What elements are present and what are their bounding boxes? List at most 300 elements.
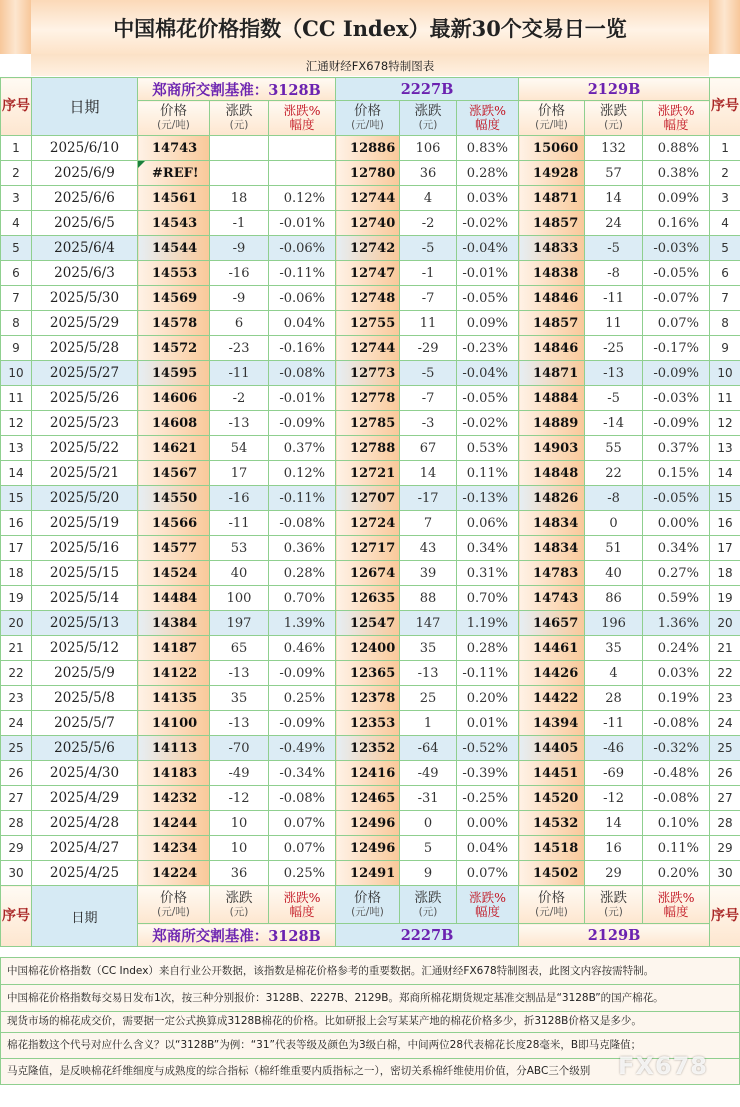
row-seq-right: 20 [710,611,740,636]
row-seq: 4 [1,211,32,236]
price-col-header [138,101,210,136]
group-footer-3128b: 郑商所交割基准：3128B [138,924,336,947]
row-seq: 26 [1,761,32,786]
row-seq: 13 [1,436,32,461]
price-2129b: 14657 [519,611,585,636]
row-seq: 17 [1,536,32,561]
pct-2227b: -0.13% [457,486,519,511]
pct-2227b: 0.00% [457,811,519,836]
price-2129b: 14451 [519,761,585,786]
pct-2227b: 0.04% [457,836,519,861]
price-col-unit: (元/吨) [535,119,568,131]
change-2227b: -29 [400,336,457,361]
price-2129b: 14857 [519,311,585,336]
pct-2227b: 0.28% [457,161,519,186]
price-2129b: 14871 [519,361,585,386]
price-2227b: 12747 [336,261,400,286]
price-2227b: 12491 [336,861,400,886]
change-3128b: -23 [210,336,269,361]
table-row [1,386,740,411]
price-3128b: 14232 [138,786,210,811]
price-2129b: 14834 [519,536,585,561]
table-body [1,136,740,886]
price-2129b: 14838 [519,261,585,286]
row-seq: 25 [1,736,32,761]
pct-3128b: -0.11% [269,261,336,286]
price-2227b: 12707 [336,486,400,511]
price-2129b: 14394 [519,711,585,736]
group-header-3128b: 郑商所交割基准：3128B [138,78,336,101]
change-2227b: -64 [400,736,457,761]
table-row [1,536,740,561]
row-date: 2025/5/19 [32,511,138,536]
price-3128b: 14550 [138,486,210,511]
row-date: 2025/5/28 [32,336,138,361]
change-2227b: 35 [400,636,457,661]
row-seq: 1 [1,136,32,161]
change-2227b: -1 [400,261,457,286]
price-3128b: 14224 [138,861,210,886]
price-2227b: 12400 [336,636,400,661]
change-3128b: 10 [210,836,269,861]
pct-3128b: 0.37% [269,436,336,461]
row-seq: 15 [1,486,32,511]
pct-2129b: 0.24% [643,636,710,661]
table-row [1,686,740,711]
row-seq: 23 [1,686,32,711]
table-row [1,711,740,736]
price-col-unit: (元/吨) [351,119,384,131]
price-2129b: 14532 [519,811,585,836]
pct-3128b [269,161,336,186]
change-2227b: 1 [400,711,457,736]
change-2227b: -5 [400,361,457,386]
change-2227b: 5 [400,836,457,861]
table-row [1,611,740,636]
pct-col-sub: 幅度 [475,117,501,132]
pct-col-header [457,101,519,136]
price-col-header [336,101,400,136]
note-line: 中国棉花价格指数（CC Index）来自行业公开数据，该指数是棉花价格参考的重要数据。汇通财经FX678特制图表，此图文内容按需特制。 [0,957,740,985]
change-3128b: 65 [210,636,269,661]
change-3128b: 54 [210,436,269,461]
group-footer-2129b: 2129B [519,924,710,947]
change-2227b: -5 [400,236,457,261]
price-2227b: 12886 [336,136,400,161]
price-3128b: 14577 [138,536,210,561]
price-2129b: 14857 [519,211,585,236]
change-2227b: 36 [400,161,457,186]
change-2129b: 14 [585,186,643,211]
price-2227b: 12365 [336,661,400,686]
change-3128b: 197 [210,611,269,636]
change-col-unit: (元) [604,119,623,131]
price-2227b: 12744 [336,336,400,361]
pct-2227b: 0.83% [457,136,519,161]
pct-2129b: -0.05% [643,486,710,511]
pct-2129b: -0.03% [643,386,710,411]
title-bar [0,0,740,54]
change-2227b: -17 [400,486,457,511]
row-seq-right: 14 [710,461,740,486]
change-2227b: -7 [400,286,457,311]
price-2227b: 12496 [336,811,400,836]
price-3128b: 14384 [138,611,210,636]
row-seq-right: 15 [710,486,740,511]
price-3128b: 14113 [138,736,210,761]
change-2129b: -8 [585,261,643,286]
pct-2227b: 0.28% [457,636,519,661]
pct-2129b: 0.10% [643,811,710,836]
row-seq: 21 [1,636,32,661]
change-3128b: 53 [210,536,269,561]
pct-col-sub: 幅度 [663,903,689,919]
pct-2227b: 0.07% [457,861,519,886]
price-2227b: 12635 [336,586,400,611]
row-seq-right: 24 [710,711,740,736]
change-2129b: 132 [585,136,643,161]
change-col-header [210,886,269,924]
row-date: 2025/5/15 [32,561,138,586]
change-col-label: 涨跌 [600,889,628,906]
change-3128b: -2 [210,386,269,411]
table-row [1,286,740,311]
pct-col-label: 涨跌% [283,889,321,905]
change-2129b: -14 [585,411,643,436]
pct-col-sub: 幅度 [289,903,315,919]
pct-2129b: 0.34% [643,536,710,561]
row-date: 2025/5/27 [32,361,138,386]
price-2129b: 14743 [519,586,585,611]
row-date: 2025/4/27 [32,836,138,861]
change-3128b [210,136,269,161]
pct-2227b: -0.02% [457,211,519,236]
row-date: 2025/6/4 [32,236,138,261]
pct-2129b: 0.20% [643,861,710,886]
price-2129b: 14834 [519,511,585,536]
change-3128b: 35 [210,686,269,711]
pct-2129b: -0.32% [643,736,710,761]
change-3128b: -13 [210,411,269,436]
price-col-unit: (元/吨) [157,905,190,918]
page-title: 中国棉花价格指数（CC Index）最新30个交易日一览 [113,16,627,41]
price-col-header [336,886,400,924]
change-col-unit: (元) [418,905,438,918]
pct-3128b: 0.25% [269,686,336,711]
table-row [1,461,740,486]
change-2129b: 16 [585,836,643,861]
pct-2129b: 0.07% [643,311,710,336]
row-seq-right: 30 [710,861,740,886]
row-seq-right: 25 [710,736,740,761]
price-2129b: 14846 [519,286,585,311]
change-col-header [585,101,643,136]
pct-col-sub: 幅度 [289,117,315,132]
change-2227b: 106 [400,136,457,161]
pct-3128b: 0.04% [269,311,336,336]
table-header [1,78,740,136]
pct-3128b: -0.06% [269,286,336,311]
table-row [1,586,740,611]
row-date: 2025/5/6 [32,736,138,761]
row-seq: 10 [1,361,32,386]
pct-2129b: -0.07% [643,286,710,311]
price-2227b: 12353 [336,711,400,736]
table-row [1,511,740,536]
row-date: 2025/5/26 [32,386,138,411]
change-3128b [210,161,269,186]
change-2227b: 39 [400,561,457,586]
price-2129b: 14928 [519,161,585,186]
change-3128b: -13 [210,661,269,686]
price-3128b: 14183 [138,761,210,786]
change-col-label: 涨跌 [414,889,442,906]
pct-2129b: 1.36% [643,611,710,636]
row-seq: 8 [1,311,32,336]
change-3128b: -16 [210,261,269,286]
watermark-logo: FX678 [618,1052,708,1080]
change-2129b: 4 [585,661,643,686]
pct-2227b: 0.34% [457,536,519,561]
row-seq-right: 19 [710,586,740,611]
table-row [1,361,740,386]
pct-2227b: 0.31% [457,561,519,586]
price-2227b: 12717 [336,536,400,561]
change-col-label: 涨跌 [225,103,253,119]
pct-2227b: 0.11% [457,461,519,486]
price-2227b: 12496 [336,836,400,861]
pct-3128b: 0.25% [269,861,336,886]
row-date: 2025/4/29 [32,786,138,811]
price-3128b: #REF! [138,161,210,186]
row-seq-right: 12 [710,411,740,436]
price-2227b: 12773 [336,361,400,386]
change-2129b: -11 [585,286,643,311]
pct-2227b: 1.19% [457,611,519,636]
table-row [1,786,740,811]
change-2227b: -7 [400,386,457,411]
pct-2227b: -0.25% [457,786,519,811]
price-3128b: 14543 [138,211,210,236]
change-2227b: 11 [400,311,457,336]
price-col-unit: (元/吨) [535,905,568,918]
price-2227b: 12744 [336,186,400,211]
change-3128b: 17 [210,461,269,486]
note-line: 棉花指数这个代号对应什么含义？以“3128B”为例：“31”代表等级及颜色为3级白棉，中间两位28代表棉花长度28毫米，B即马克隆值； [0,1033,740,1059]
pct-2129b: 0.03% [643,661,710,686]
pct-2129b: 0.27% [643,561,710,586]
row-date: 2025/5/29 [32,311,138,336]
pct-2227b: -0.02% [457,411,519,436]
row-seq-right: 3 [710,186,740,211]
change-2129b: 24 [585,211,643,236]
pct-2129b: 0.88% [643,136,710,161]
title-corner-right [709,0,740,54]
price-2227b: 12547 [336,611,400,636]
price-3128b: 14484 [138,586,210,611]
pct-3128b: -0.34% [269,761,336,786]
date-footer: 日期 [32,886,138,947]
pct-col-label: 涨跌% [283,103,321,118]
row-seq-right: 23 [710,686,740,711]
change-2129b: 28 [585,686,643,711]
row-seq-right: 17 [710,536,740,561]
seq-header-right: 序号 [710,78,740,136]
price-3128b: 14743 [138,136,210,161]
pct-2129b: -0.48% [643,761,710,786]
row-date: 2025/4/25 [32,861,138,886]
price-2227b: 12416 [336,761,400,786]
pct-2129b: -0.17% [643,336,710,361]
change-2227b: 88 [400,586,457,611]
pct-3128b: 0.12% [269,461,336,486]
pct-col-label: 涨跌% [469,103,506,118]
price-3128b: 14187 [138,636,210,661]
pct-3128b: 0.46% [269,636,336,661]
pct-3128b [269,136,336,161]
pct-3128b: -0.09% [269,711,336,736]
pct-2129b: -0.09% [643,411,710,436]
pct-2129b: 0.11% [643,836,710,861]
row-seq: 16 [1,511,32,536]
seq-header-left: 序号 [1,78,32,136]
table-row [1,811,740,836]
page-subtitle: 汇通财经FX678特制图表 [305,59,435,73]
price-2129b: 14833 [519,236,585,261]
pct-2227b: -0.11% [457,661,519,686]
change-2129b: 0 [585,511,643,536]
row-seq-right: 21 [710,636,740,661]
change-3128b: -9 [210,286,269,311]
row-date: 2025/5/8 [32,686,138,711]
change-2129b: 22 [585,461,643,486]
pct-2129b: -0.08% [643,786,710,811]
price-2129b: 14871 [519,186,585,211]
price-2227b: 12755 [336,311,400,336]
pct-3128b: -0.01% [269,386,336,411]
row-date: 2025/5/22 [32,436,138,461]
change-2227b: 7 [400,511,457,536]
row-date: 2025/5/21 [32,461,138,486]
change-col-unit: (元) [229,119,249,131]
pct-3128b: -0.11% [269,486,336,511]
change-col-header [585,886,643,924]
row-date: 2025/6/6 [32,186,138,211]
pct-2129b: 0.19% [643,686,710,711]
price-2129b: 14426 [519,661,585,686]
price-col-label: 价格 [160,103,187,119]
change-2129b: -25 [585,336,643,361]
price-3128b: 14135 [138,686,210,711]
table-row [1,136,740,161]
change-2129b: 51 [585,536,643,561]
note-line: 马克隆值，是反映棉花纤维细度与成熟度的综合指标（棉纤维重要内质指标之一），密切关系棉纤维使用价值，分ABC三个级别 [0,1059,740,1085]
row-seq: 29 [1,836,32,861]
change-2129b: -5 [585,236,643,261]
row-date: 2025/6/10 [32,136,138,161]
pct-2129b: 0.16% [643,211,710,236]
row-seq: 18 [1,561,32,586]
row-date: 2025/4/28 [32,811,138,836]
price-2129b: 14502 [519,861,585,886]
subtitle-bar [0,54,740,76]
table-row [1,661,740,686]
price-3128b: 14234 [138,836,210,861]
change-2227b: 67 [400,436,457,461]
row-seq: 27 [1,786,32,811]
price-3128b: 14122 [138,661,210,686]
change-3128b: -11 [210,511,269,536]
column-subheader-bottom [1,886,740,924]
change-2227b: 147 [400,611,457,636]
pct-2129b: -0.08% [643,711,710,736]
change-2227b: -31 [400,786,457,811]
row-seq: 9 [1,336,32,361]
change-2227b: 43 [400,536,457,561]
pct-2129b: -0.05% [643,261,710,286]
row-date: 2025/5/23 [32,411,138,436]
price-2129b: 14461 [519,636,585,661]
row-seq: 11 [1,386,32,411]
price-col-header [138,886,210,924]
pct-3128b: -0.01% [269,211,336,236]
table-row [1,861,740,886]
price-col-label: 价格 [354,103,382,119]
pct-2227b: -0.39% [457,761,519,786]
row-seq: 28 [1,811,32,836]
table-row [1,186,740,211]
price-3128b: 14578 [138,311,210,336]
pct-2227b: 0.06% [457,511,519,536]
price-3128b: 14595 [138,361,210,386]
price-3128b: 14608 [138,411,210,436]
pct-2227b: -0.23% [457,336,519,361]
change-3128b: 10 [210,811,269,836]
pct-col-sub: 幅度 [475,903,501,919]
row-seq: 3 [1,186,32,211]
row-date: 2025/5/12 [32,636,138,661]
change-3128b: 40 [210,561,269,586]
group-footer-2227b: 2227B [336,924,519,947]
change-3128b: -11 [210,361,269,386]
change-col-label: 涨跌 [600,103,628,119]
change-3128b: -70 [210,736,269,761]
pct-2227b: 0.09% [457,311,519,336]
pct-3128b: -0.08% [269,786,336,811]
pct-2227b: 0.53% [457,436,519,461]
change-col-unit: (元) [229,905,249,918]
change-3128b: 36 [210,861,269,886]
pct-2227b: -0.05% [457,286,519,311]
price-2227b: 12788 [336,436,400,461]
price-table [0,77,740,947]
change-2227b: 4 [400,186,457,211]
pct-col-header [269,886,336,924]
price-2227b: 12742 [336,236,400,261]
change-3128b: 100 [210,586,269,611]
change-2129b: -11 [585,711,643,736]
row-date: 2025/5/20 [32,486,138,511]
pct-col-header [269,101,336,136]
change-2129b: 196 [585,611,643,636]
change-col-header [210,101,269,136]
price-2227b: 12748 [336,286,400,311]
change-col-header [400,101,457,136]
price-2129b: 14884 [519,386,585,411]
price-3128b: 14561 [138,186,210,211]
row-seq: 22 [1,661,32,686]
change-col-unit: (元) [604,905,623,918]
